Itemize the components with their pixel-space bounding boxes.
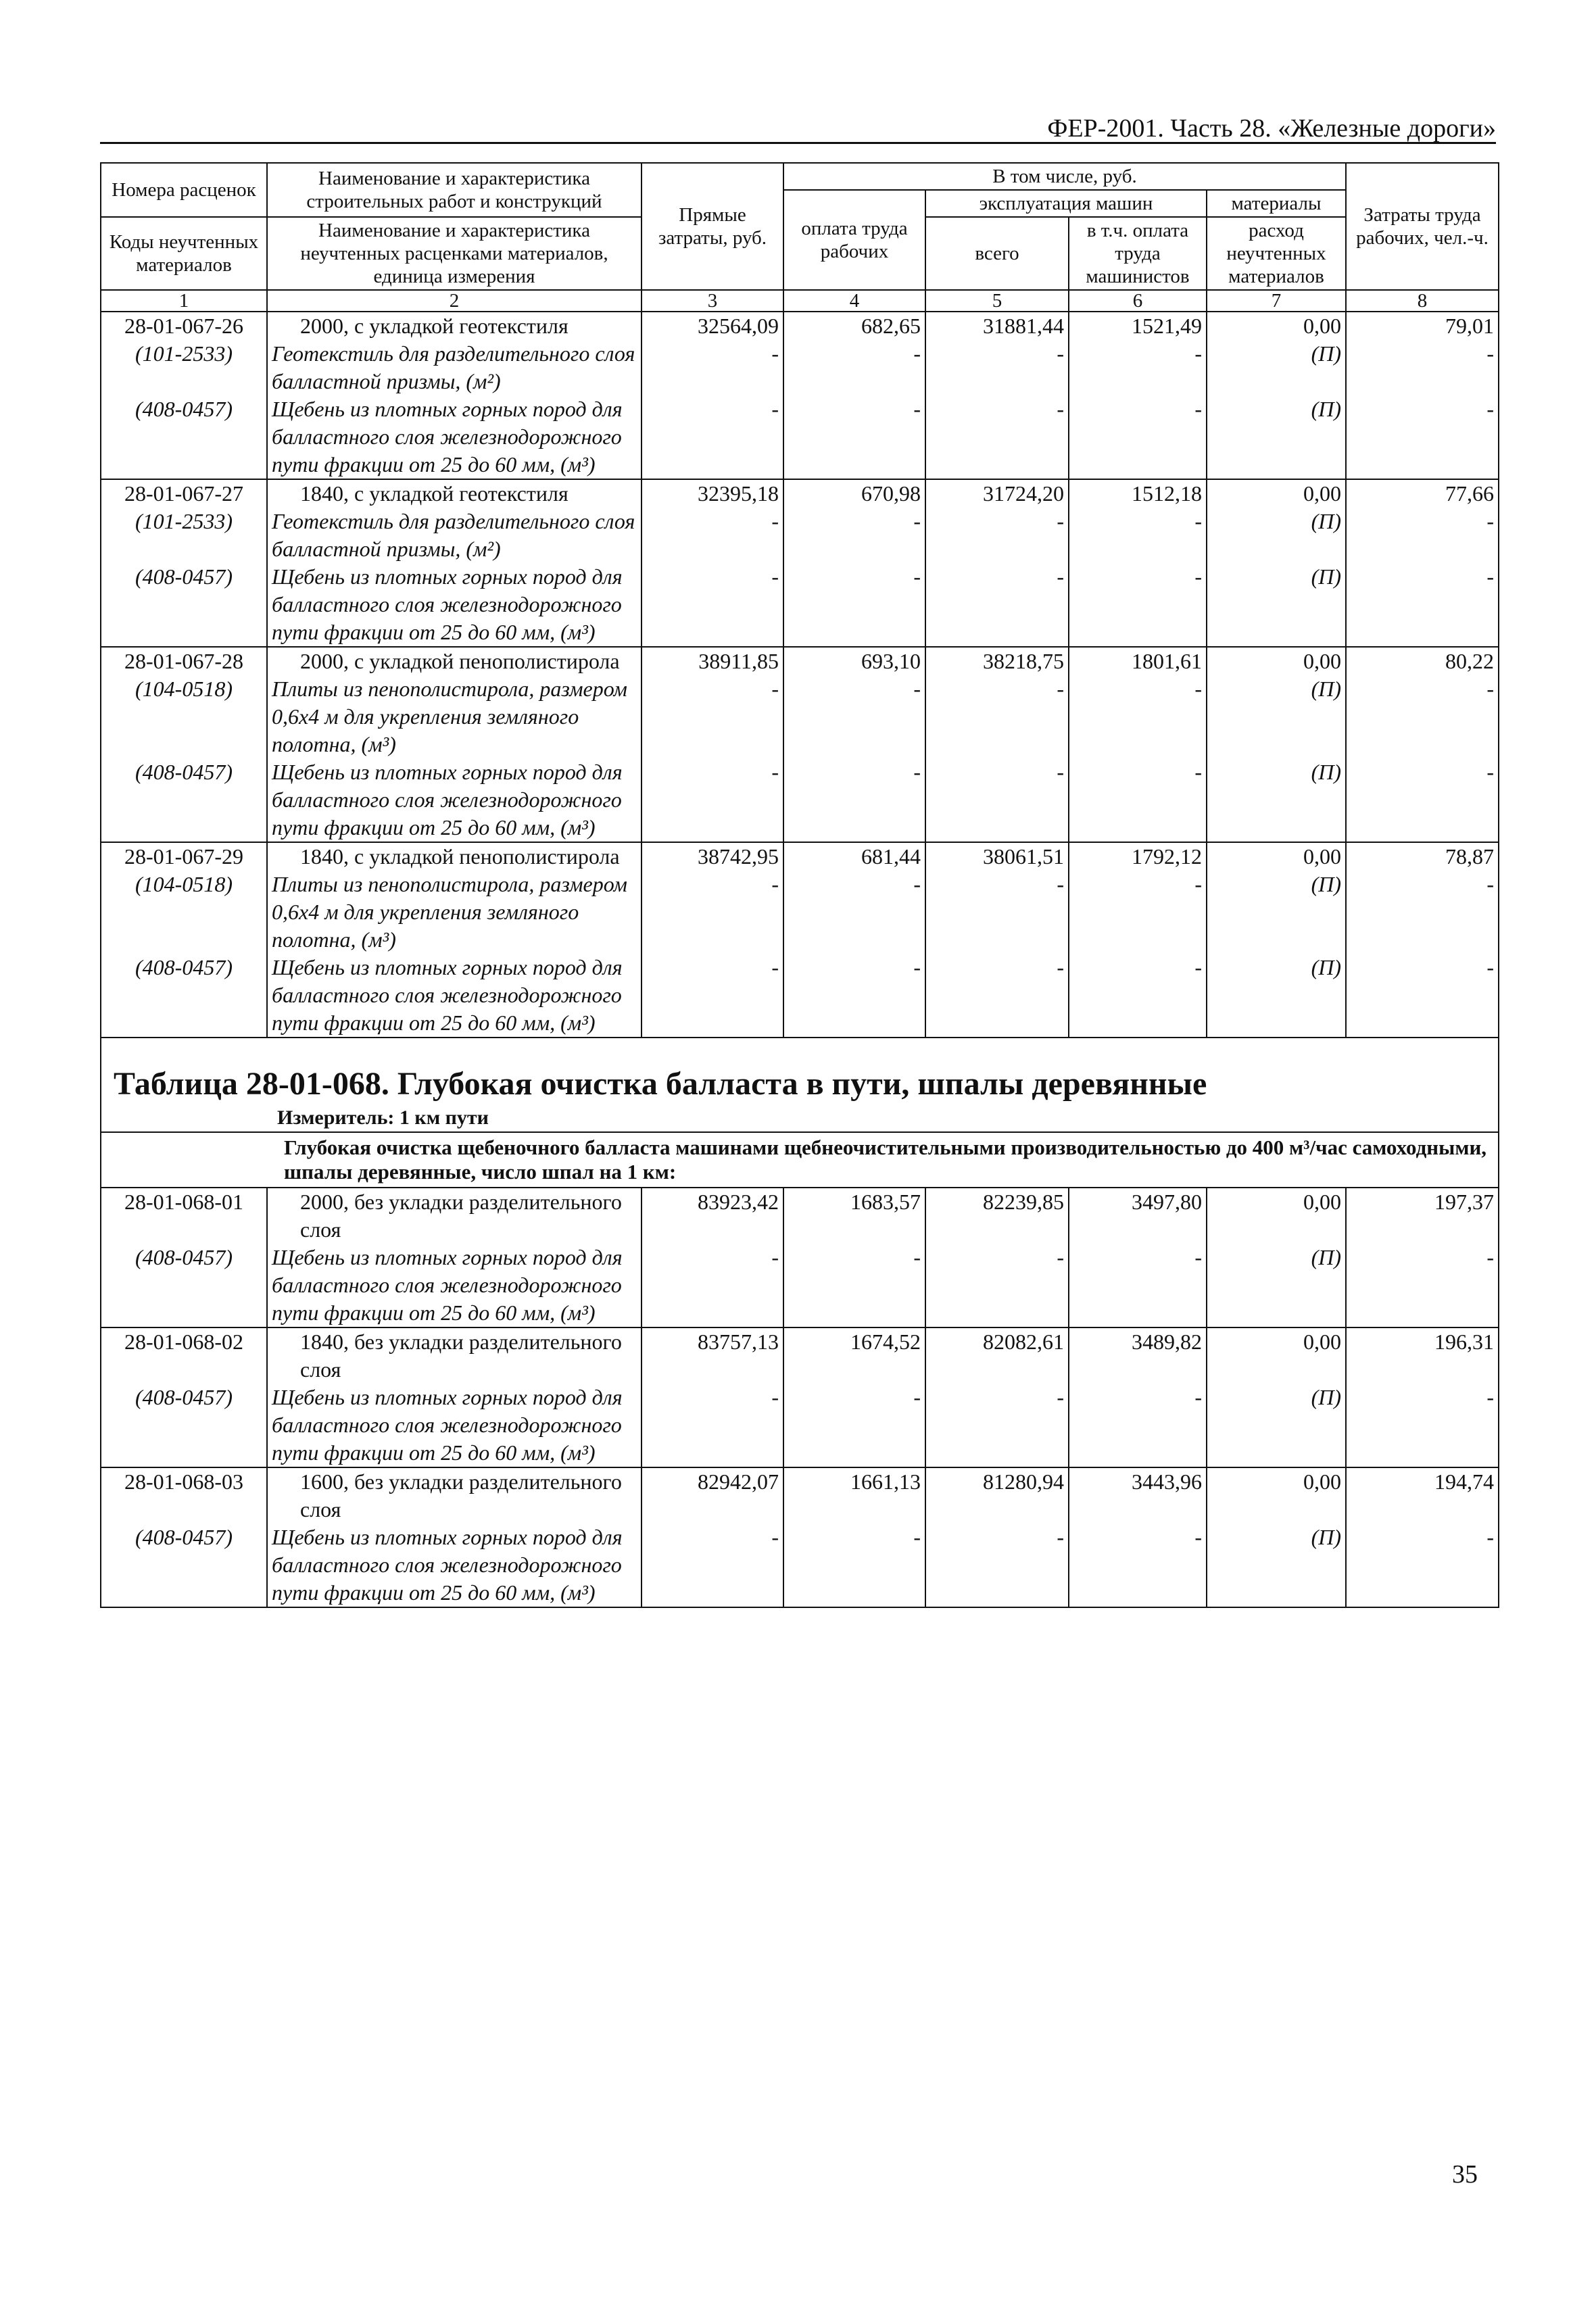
cost-value: - — [925, 758, 1069, 842]
materials-value: 0,00 — [1207, 312, 1346, 340]
table-row — [101, 842, 1499, 871]
materials-value: 0,00 — [1207, 1327, 1346, 1384]
cost-value: 38911,85 — [642, 647, 783, 675]
material-row — [101, 508, 1499, 563]
cost-value: 693,10 — [783, 647, 925, 675]
cost-value: 38218,75 — [925, 647, 1069, 675]
materials-value: (П) — [1207, 508, 1346, 563]
cost-value: - — [642, 1524, 783, 1607]
rate-number: 28-01-068-01 — [101, 1188, 267, 1244]
material-code: (408-0457) — [101, 954, 267, 1038]
cost-value: - — [925, 563, 1069, 647]
cost-value: 1512,18 — [1069, 479, 1207, 508]
cost-value: 77,66 — [1346, 479, 1499, 508]
cost-value: - — [1069, 1244, 1207, 1327]
cost-value: 196,31 — [1346, 1327, 1499, 1384]
col-number: 2 — [267, 290, 642, 312]
materials-value: (П) — [1207, 563, 1346, 647]
table-067-body — [101, 312, 1499, 1038]
table-title: Таблица 28-01-068. Глубокая очистка балласта в пути, шпалы деревянные — [101, 1038, 1499, 1104]
material-name: Геотекстиль для разделительного слоя балластной призмы, (м²) — [267, 508, 642, 563]
cost-value: - — [783, 675, 925, 758]
material-row — [101, 954, 1499, 1038]
material-code: (101-2533) — [101, 340, 267, 395]
cost-value: 3497,80 — [1069, 1188, 1207, 1244]
material-row — [101, 340, 1499, 395]
cost-value: - — [925, 871, 1069, 954]
page-number: 35 — [1452, 2160, 1478, 2189]
cost-value: 1792,12 — [1069, 842, 1207, 871]
materials-value: (П) — [1207, 1244, 1346, 1327]
cost-value: - — [1346, 758, 1499, 842]
cost-value: - — [783, 871, 925, 954]
work-name: 2000, без укладки разделительного слоя — [267, 1188, 642, 1244]
cost-value: 78,87 — [1346, 842, 1499, 871]
cost-value: - — [1346, 871, 1499, 954]
cost-value: - — [1346, 675, 1499, 758]
cost-value: - — [1346, 1384, 1499, 1467]
cost-value: 197,37 — [1346, 1188, 1499, 1244]
cost-value: - — [1069, 954, 1207, 1038]
cost-value: 1801,61 — [1069, 647, 1207, 675]
cost-value: - — [642, 1384, 783, 1467]
col-number: 5 — [925, 290, 1069, 312]
cost-value: - — [642, 563, 783, 647]
cost-value: - — [1069, 563, 1207, 647]
cost-value: - — [1346, 395, 1499, 479]
col-labor-hours-header: Затраты труда рабочих, чел.-ч. — [1346, 163, 1499, 290]
material-row — [101, 871, 1499, 954]
material-code: (408-0457) — [101, 1524, 267, 1607]
cost-value: - — [1346, 340, 1499, 395]
col-direct-cost-header: Прямые затраты, руб. — [642, 163, 783, 290]
cost-value: 38061,51 — [925, 842, 1069, 871]
price-table — [100, 162, 1499, 1608]
rate-number: 28-01-067-27 — [101, 479, 267, 508]
cost-value: - — [1069, 508, 1207, 563]
table-068-heading — [101, 1038, 1499, 1188]
material-code: (104-0518) — [101, 871, 267, 954]
material-name: Щебень из плотных горных пород для балластного слоя железнодорожного пути фракции от 25 до 60 мм, (м³) — [267, 758, 642, 842]
cost-value: 682,65 — [783, 312, 925, 340]
material-name: Плиты из пенополистирола, размером 0,6х4 м для укрепления земляного полотна, (м³) — [267, 871, 642, 954]
material-row — [101, 395, 1499, 479]
table-row — [101, 312, 1499, 340]
cost-value: 31724,20 — [925, 479, 1069, 508]
material-code: (101-2533) — [101, 508, 267, 563]
col-machinists-wages-header: в т.ч. оплата труда машинистов — [1069, 217, 1207, 290]
cost-value: - — [783, 340, 925, 395]
cost-value: 681,44 — [783, 842, 925, 871]
cost-value: - — [925, 1384, 1069, 1467]
work-name: 1840, с укладкой пенополистирола — [267, 842, 642, 871]
col-wages-header: оплата труда рабочих — [783, 190, 925, 290]
cost-value: 1683,57 — [783, 1188, 925, 1244]
cost-value: - — [642, 675, 783, 758]
price-table-wrapper — [100, 162, 1498, 1608]
cost-value: - — [925, 675, 1069, 758]
machines-header: эксплуатация машин — [925, 190, 1207, 217]
cost-value: - — [1346, 508, 1499, 563]
header-title: ФЕР-2001. Часть 28. «Железные дороги» — [1047, 114, 1496, 143]
material-name: Геотекстиль для разделительного слоя балластной призмы, (м²) — [267, 340, 642, 395]
material-row — [101, 675, 1499, 758]
cost-value: - — [1069, 758, 1207, 842]
materials-value: 0,00 — [1207, 1188, 1346, 1244]
table-068-body — [101, 1188, 1499, 1607]
cost-value: 82082,61 — [925, 1327, 1069, 1384]
col-number: 3 — [642, 290, 783, 312]
table-row — [101, 479, 1499, 508]
cost-value: - — [925, 395, 1069, 479]
cost-value: 83923,42 — [642, 1188, 783, 1244]
cost-value: - — [642, 758, 783, 842]
materials-value: (П) — [1207, 395, 1346, 479]
material-name: Щебень из плотных горных пород для балластного слоя железнодорожного пути фракции от 25 до 60 мм, (м³) — [267, 1524, 642, 1607]
material-name: Щебень из плотных горных пород для балластного слоя железнодорожного пути фракции от 25 до 60 мм, (м³) — [267, 1384, 642, 1467]
work-name: 1840, с укладкой геотекстиля — [267, 479, 642, 508]
cost-value: 3443,96 — [1069, 1467, 1207, 1524]
material-name: Плиты из пенополистирола, размером 0,6х4 м для укрепления земляного полотна, (м³) — [267, 675, 642, 758]
materials-value: (П) — [1207, 675, 1346, 758]
cost-value: - — [642, 954, 783, 1038]
materials-value: (П) — [1207, 1524, 1346, 1607]
table-row — [101, 1327, 1499, 1384]
cost-value: 81280,94 — [925, 1467, 1069, 1524]
cost-value: 1674,52 — [783, 1327, 925, 1384]
cost-value: - — [1069, 1524, 1207, 1607]
col-number: 6 — [1069, 290, 1207, 312]
cost-value: 38742,95 — [642, 842, 783, 871]
materials-value: (П) — [1207, 1384, 1346, 1467]
col-number: 4 — [783, 290, 925, 312]
cost-value: - — [642, 508, 783, 563]
running-header — [100, 114, 1496, 144]
rate-number: 28-01-067-28 — [101, 647, 267, 675]
table-row — [101, 1188, 1499, 1244]
work-name: 2000, с укладкой пенополистирола — [267, 647, 642, 675]
cost-value: 3489,82 — [1069, 1327, 1207, 1384]
cost-value: 79,01 — [1346, 312, 1499, 340]
group-heading: Глубокая очистка щебеночного балласта машинами щебнеочистительными производительностью до 400 м³/час самоходными, шпалы деревянные, число шпал на 1 км: — [101, 1132, 1499, 1188]
cost-value: - — [642, 1244, 783, 1327]
col-material-code-header: Коды неучтенных материалов — [101, 217, 267, 290]
material-code: (408-0457) — [101, 1384, 267, 1467]
material-row — [101, 758, 1499, 842]
materials-value: 0,00 — [1207, 647, 1346, 675]
cost-value: - — [783, 508, 925, 563]
material-code: (408-0457) — [101, 1244, 267, 1327]
rate-number: 28-01-068-02 — [101, 1327, 267, 1384]
cost-value: - — [1346, 954, 1499, 1038]
col-number: 1 — [101, 290, 267, 312]
work-name: 2000, с укладкой геотекстиля — [267, 312, 642, 340]
material-row — [101, 1384, 1499, 1467]
col-rate-number-header: Номера расценок — [101, 163, 267, 217]
cost-value: - — [783, 1524, 925, 1607]
material-name: Щебень из плотных горных пород для балластного слоя железнодорожного пути фракции от 25 до 60 мм, (м³) — [267, 954, 642, 1038]
col-machines-total-header: всего — [925, 217, 1069, 290]
material-code: (408-0457) — [101, 758, 267, 842]
cost-value: 670,98 — [783, 479, 925, 508]
cost-value: - — [783, 758, 925, 842]
cost-value: - — [642, 395, 783, 479]
cost-value: 31881,44 — [925, 312, 1069, 340]
materials-value: 0,00 — [1207, 842, 1346, 871]
cost-value: 1661,13 — [783, 1467, 925, 1524]
work-name: 1600, без укладки разделительного слоя — [267, 1467, 642, 1524]
material-row — [101, 563, 1499, 647]
cost-value: - — [1346, 563, 1499, 647]
table-row — [101, 1467, 1499, 1524]
materials-value: (П) — [1207, 871, 1346, 954]
material-name: Щебень из плотных горных пород для балластного слоя железнодорожного пути фракции от 25 до 60 мм, (м³) — [267, 1244, 642, 1327]
cost-value: - — [925, 1524, 1069, 1607]
col-number: 8 — [1346, 290, 1499, 312]
cost-value: - — [925, 340, 1069, 395]
cost-value: - — [642, 340, 783, 395]
material-row — [101, 1244, 1499, 1327]
materials-value: (П) — [1207, 758, 1346, 842]
table-meter: Измеритель: 1 км пути — [101, 1104, 1499, 1132]
cost-value: 82239,85 — [925, 1188, 1069, 1244]
materials-value: (П) — [1207, 340, 1346, 395]
rate-number: 28-01-068-03 — [101, 1467, 267, 1524]
material-row — [101, 1524, 1499, 1607]
cost-value: - — [783, 395, 925, 479]
material-name: Щебень из плотных горных пород для балластного слоя железнодорожного пути фракции от 25 до 60 мм, (м³) — [267, 395, 642, 479]
material-code: (408-0457) — [101, 395, 267, 479]
table-row — [101, 647, 1499, 675]
cost-value: - — [1069, 340, 1207, 395]
cost-value: 32564,09 — [642, 312, 783, 340]
cost-value: - — [925, 954, 1069, 1038]
rate-number: 28-01-067-29 — [101, 842, 267, 871]
materials-value: 0,00 — [1207, 479, 1346, 508]
cost-value: - — [783, 954, 925, 1038]
cost-value: 1521,49 — [1069, 312, 1207, 340]
cost-value: - — [1069, 871, 1207, 954]
cost-value: - — [1069, 395, 1207, 479]
material-code: (104-0518) — [101, 675, 267, 758]
cost-value: - — [1069, 675, 1207, 758]
cost-value: 83757,13 — [642, 1327, 783, 1384]
col-material-name-header: Наименование и характеристика неучтенных расценками материалов, единица измерения — [267, 217, 642, 290]
col-materials-header: расход неучтенных материалов — [1207, 217, 1346, 290]
cost-value: - — [925, 1244, 1069, 1327]
material-code: (408-0457) — [101, 563, 267, 647]
cost-value: - — [642, 871, 783, 954]
materials-value: 0,00 — [1207, 1467, 1346, 1524]
material-name: Щебень из плотных горных пород для балластного слоя железнодорожного пути фракции от 25 до 60 мм, (м³) — [267, 563, 642, 647]
cost-value: - — [1346, 1244, 1499, 1327]
col-number: 7 — [1207, 290, 1346, 312]
cost-value: - — [1069, 1384, 1207, 1467]
cost-value: - — [1346, 1524, 1499, 1607]
cost-value: 82942,07 — [642, 1467, 783, 1524]
rate-number: 28-01-067-26 — [101, 312, 267, 340]
cost-value: - — [783, 1244, 925, 1327]
materials-value: (П) — [1207, 954, 1346, 1038]
cost-value: - — [925, 508, 1069, 563]
incl-header: В том числе, руб. — [783, 163, 1346, 190]
cost-value: - — [783, 1384, 925, 1467]
cost-value: - — [783, 563, 925, 647]
work-name: 1840, без укладки разделительного слоя — [267, 1327, 642, 1384]
materials-header: материалы — [1207, 190, 1346, 217]
col-work-name-header: Наименование и характеристика строительных работ и конструкций — [267, 163, 642, 217]
cost-value: 194,74 — [1346, 1467, 1499, 1524]
cost-value: 32395,18 — [642, 479, 783, 508]
cost-value: 80,22 — [1346, 647, 1499, 675]
